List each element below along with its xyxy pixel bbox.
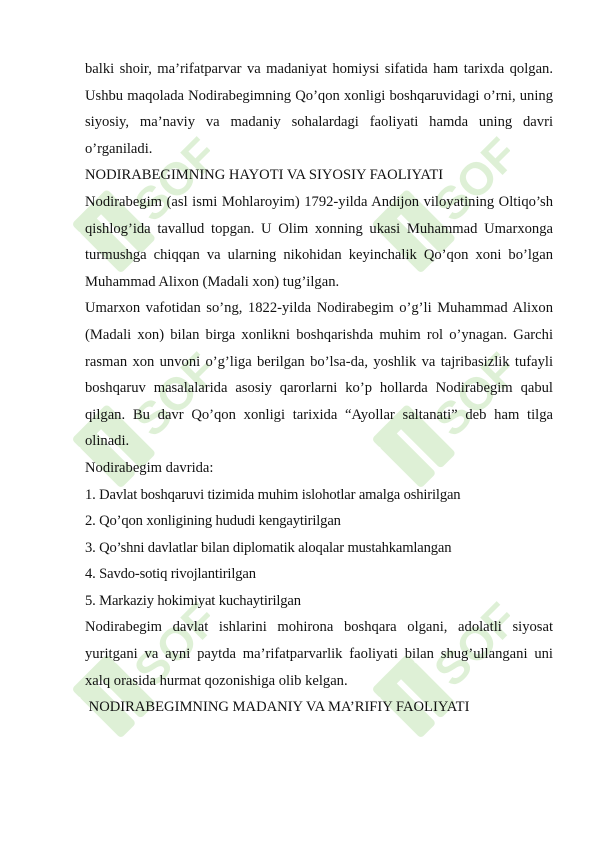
list-item: 5. Markaziy hokimiyat kuchaytirilgan: [85, 592, 301, 609]
list-item: 4. Savdo-sotiq rivojlantirilgan: [85, 566, 256, 583]
watermark-text: SOF: [123, 127, 210, 232]
list-item: 3. Qo’shni davlatlar bilan diplomatik aloqalar mustahkamlangan: [85, 539, 452, 556]
section-heading: NODIRABEGIMNING HAYOTI VA SIYOSIY FAOLIYATI: [85, 167, 444, 184]
summary-paragraph: Nodirabegim davlat ishlarini mohirona boshqara olgani, adolatli siyosat yuritgani va ayni paytda ma’rifatparvarlik faoliyati bilan shug’ullangani uni xalq orasida hurmat qozonishiga olib kelgan.: [85, 619, 553, 689]
watermark-text: SOF: [123, 342, 210, 447]
list-item: 2. Qo’qon xonligining hududi kengaytirilgan: [85, 513, 341, 530]
intro-paragraph: balki shoir, ma’rifatparvar va madaniyat homiysi sifatida ham tarixda qolgan. Ushbu maqolada Nodirabegimning Qo’qon xonligi boshqaruvidagi o’rni, uning siyosiy, ma’naviy va madaniy sohalardagi faoliyati hamda uning davri o’rganiladi.: [85, 61, 553, 157]
rule-paragraph: Umarxon vafotidan so’ng, 1822-yilda Nodirabegim o’g’li Muhammad Alixon (Madali xon) bilan birga xonlikni boshqarishda muhim rol o’ynagan. Garchi rasman xon unvoni o’g’liga berilgan bo’lsa-da, yoshlik va tajribasizlik tufayli boshqaruv masalalarida asosiy qarorlarni ko’p hollarda Nodirabegim qabul qilgan. Bu davr Qo’qon xonligi tarixida “Ayollar saltanati” deb ham tilga olinadi.: [85, 300, 553, 450]
list-item: 1. Davlat boshqaruvi tizimida muhim islohotlar amalga oshirilgan: [85, 486, 461, 503]
watermark-text: SOF: [123, 592, 210, 697]
bio-paragraph: Nodirabegim (asl ismi Mohlaroyim) 1792-yilda Andijon viloyatining Oltiqo’sh qishlog’ida tavallud topgan. U Olim xonning ukasi Muhammad Umarxonga turmushga chiqqan va ularning nikohidan keyinchalik Qo’qon xoni bo’lgan Muhammad Alixon (Madali xon) tug’ilgan.: [85, 193, 553, 290]
watermark-text: SOF: [423, 592, 510, 697]
watermark-text: SOF: [423, 127, 510, 232]
section-heading: NODIRABEGIMNING MADANIY VA MA’RIFIY FAOLIYATI: [85, 699, 470, 716]
watermark-text: SOF: [423, 342, 510, 447]
document-body: [85, 56, 553, 721]
list-intro: Nodirabegim davrida:: [85, 459, 214, 476]
